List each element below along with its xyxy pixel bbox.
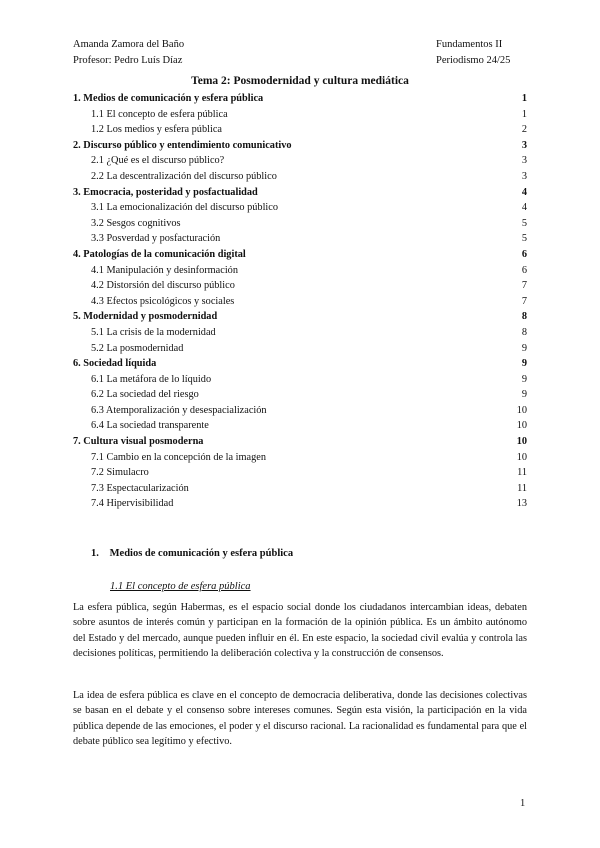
toc-subsection-entry[interactable] [73, 372, 527, 388]
toc-entry-page: 1 [521, 93, 527, 104]
toc-entry-label: 4.2 Distorsión del discurso público [91, 280, 235, 292]
toc-section-entry[interactable] [73, 434, 527, 450]
toc-entry-page: 7 [521, 280, 527, 292]
toc-entry-label: 4.1 Manipulación y desinformación [91, 264, 238, 276]
toc-subsection-entry[interactable] [73, 294, 527, 310]
toc-entry-page: 10 [516, 451, 527, 463]
toc-entry-label: 5. Modernidad y posmodernidad [73, 311, 218, 323]
toc-section-entry[interactable] [73, 185, 527, 201]
toc-entry-page: 1 [521, 108, 527, 120]
toc-subsection-entry[interactable] [73, 341, 527, 357]
toc-entry-label: 6. Sociedad líquida [73, 358, 157, 370]
toc-entry-label: 2.2 La descentralización del discurso público [91, 170, 277, 182]
toc-entry-page: 10 [516, 420, 527, 432]
toc-entry-page: 9 [521, 358, 527, 370]
toc-entry-page: 7 [521, 295, 527, 307]
toc-entry-label: 3. Emocracia, posteridad y posfactualidad [73, 186, 258, 198]
toc-subsection-entry[interactable] [73, 169, 527, 185]
toc-entry-page: 9 [521, 373, 527, 385]
toc-entry-label: 1.1 El concepto de esfera pública [91, 108, 228, 120]
toc-subsection-entry[interactable] [73, 387, 527, 403]
toc-subsection-entry[interactable] [73, 418, 527, 434]
toc-subsection-entry[interactable] [73, 200, 527, 216]
toc-entry-page: 6 [521, 248, 527, 260]
header-right [436, 37, 510, 69]
toc-entry-label: 5.1 La crisis de la modernidad [91, 326, 216, 338]
toc-entry-page: 8 [521, 326, 527, 338]
toc-entry-label: 6.1 La metáfora de lo líquido [91, 373, 212, 385]
header-left [73, 37, 184, 69]
subsection-heading: 1.1 El concepto de esfera pública [110, 581, 251, 592]
toc-subsection-entry[interactable] [73, 465, 527, 481]
toc-section-entry[interactable] [73, 91, 527, 107]
toc-entry-label: 6.4 La sociedad transparente [91, 420, 209, 432]
toc-entry-label: 4.3 Efectos psicológicos y sociales [91, 295, 235, 307]
toc-entry-label: 4. Patologías de la comunicación digital [73, 248, 246, 260]
toc-entry-label: 5.2 La posmodernidad [91, 342, 184, 354]
section-number: 1. [91, 548, 99, 559]
toc-entry-label: 2. Discurso público y entendimiento comunicativo [73, 139, 292, 151]
toc-section-entry[interactable] [73, 356, 527, 372]
toc-entry-label: 1.2 Los medios y esfera pública [91, 124, 222, 136]
toc-entry-page: 5 [521, 233, 527, 245]
toc-entry-label: 3.3 Posverdad y posfacturación [91, 233, 221, 245]
toc-entry-label: 7.1 Cambio en la concepción de la imagen [91, 451, 266, 463]
toc-entry-page: 10 [516, 404, 527, 416]
toc-entry-page: 10 [516, 436, 527, 448]
toc-section-entry[interactable] [73, 247, 527, 263]
toc-subsection-entry[interactable] [73, 325, 527, 341]
toc-subsection-entry[interactable] [73, 122, 527, 138]
toc-entry-page: 4 [521, 202, 527, 214]
table-of-contents [73, 91, 527, 512]
toc-subsection-entry[interactable] [73, 107, 527, 123]
toc-subsection-entry[interactable] [73, 231, 527, 247]
toc-entry-page: 2 [521, 124, 527, 136]
course-name: Fundamentos II [436, 39, 503, 50]
author-name: Amanda Zamora del Baño [73, 39, 185, 50]
toc-entry-page: 3 [521, 170, 527, 182]
body-paragraph-2: La idea de esfera pública es clave en el concepto de democracia deliberativa, donde las decisiones colectivas se basan en el debate y el consenso sobre intereses comunes. Según esta visión, la participación en la vida pública depende de las emociones, el poder y el discurso racional. La racionalidad es fundamental para que el debate público sea legítimo y efectivo. [73, 690, 527, 748]
toc-section-entry[interactable] [73, 138, 527, 154]
toc-subsection-entry[interactable] [73, 450, 527, 466]
toc-entry-page: 9 [521, 389, 527, 401]
toc-entry-label: 6.2 La sociedad del riesgo [91, 389, 199, 401]
toc-entry-page: 5 [521, 217, 527, 229]
toc-entry-page: 11 [517, 467, 527, 479]
body-paragraph-1: La esfera pública, según Habermas, es el espacio social donde los ciudadanos intercambian ideas, debaten sobre asuntos de interés común y participan en la formación de la opinión pública. Es un ámbito autónomo del Estado y del mercado, aunque pueden influir en él. En este espacio, la sociedad civil evalúa y controla las decisiones políticas, permitiendo la deliberación colectiva y la construcción de consensos. [73, 602, 527, 660]
toc-subsection-entry[interactable] [73, 263, 527, 279]
toc-section-entry[interactable] [73, 309, 527, 325]
page-number: 1 [520, 798, 526, 809]
toc-entry-label: 7.4 Hipervisibilidad [91, 498, 174, 510]
toc-subsection-entry[interactable] [73, 278, 527, 294]
toc-entry-label: 7.3 Espectacularización [91, 482, 189, 494]
toc-entry-page: 13 [516, 498, 527, 510]
toc-entry-label: 1. Medios de comunicación y esfera pública [73, 93, 264, 104]
toc-entry-label: 2.1 ¿Qué es el discurso público? [91, 155, 225, 167]
toc-entry-label: 3.1 La emocionalización del discurso público [91, 202, 279, 214]
toc-entry-page: 9 [521, 342, 527, 354]
professor-name: Profesor: Pedro Luís Díaz [73, 55, 183, 66]
toc-entry-label: 3.2 Sesgos cognitivos [91, 217, 181, 229]
toc-subsection-entry[interactable] [73, 481, 527, 497]
toc-entry-page: 3 [521, 139, 527, 151]
toc-subsection-entry[interactable] [73, 216, 527, 232]
section-title: Medios de comunicación y esfera pública [109, 548, 294, 559]
toc-entry-page: 8 [521, 311, 527, 323]
course-year: Periodismo 24/25 [436, 55, 511, 66]
section-heading [91, 548, 293, 559]
toc-entry-label: 6.3 Atemporalización y desespacialización [91, 404, 267, 416]
toc-entry-label: 7.2 Simulacro [91, 467, 149, 479]
toc-entry-page: 11 [517, 482, 527, 494]
toc-subsection-entry[interactable] [73, 403, 527, 419]
toc-entry-page: 6 [521, 264, 527, 276]
page-title: Tema 2: Posmodernidad y cultura mediática [191, 75, 409, 87]
toc-entry-label: 7. Cultura visual posmoderna [73, 436, 204, 448]
toc-subsection-entry[interactable] [73, 153, 527, 169]
toc-subsection-entry[interactable] [73, 496, 527, 512]
toc-entry-page: 4 [521, 186, 527, 198]
toc-entry-page: 3 [521, 155, 527, 167]
